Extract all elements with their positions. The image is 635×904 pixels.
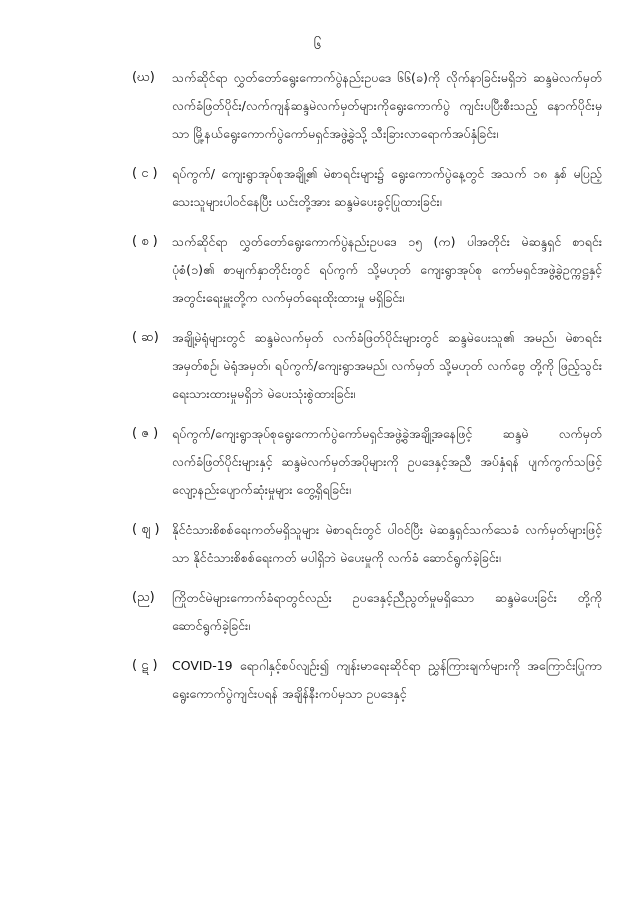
list-item-marker: ( ဋ ) xyxy=(132,658,158,673)
list-item xyxy=(132,324,602,408)
page-number: ၆ xyxy=(313,37,322,53)
list-item-marker: ( င ) xyxy=(132,166,158,181)
list-item xyxy=(132,584,602,640)
list-item-text: ကြိုတင်မဲများကောက်ခံရာတွင်လည်း ဥပဒေနှင့်ညီညွတ်မှုမရှိသော ဆန္ဒမဲပေးခြင်း တို့ကို ဆောင်ရွက်ခဲ့ခြင်း၊ xyxy=(172,590,602,633)
list-item-text: သက်ဆိုင်ရာ လွှတ်တော်ရွေးကောက်ပွဲနည်းဥပဒေ ၁၅ (က) ပါအတိုင်း မဲဆန္ဒရှင် စာရင်း ပုံစံ(၁)၏ စာမျက်နှာတိုင်းတွင် ရပ်ကွက် သို့မဟုတ် ကျေးရွာအုပ်စု ကော်မရှင်အဖွဲ့ခွဲဥက္ကဋ္ဌနှင့် အတွင်းရေးမှူးတို့က လက်မှတ်ရေးထိုးထားမှု မရှိခြင်း၊ xyxy=(172,234,602,305)
list-item-marker: ( ဇ ) xyxy=(132,426,159,441)
list-item-text: အချို့မဲရုံများတွင် ဆန္ဒမဲလက်မှတ် လက်ခံဖြတ်ပိုင်းများတွင် ဆန္ဒမဲပေးသူ၏ အမည်၊ မဲစာရင်း အမှတ်စဉ်၊ မဲရုံအမှတ်၊ ရပ်ကွက်/ကျေးရွာအမည်၊ လက်မှတ် သို့မဟုတ် လက်ဗွေ တို့ကို ဖြည့်သွင်းရေးသားထားမှုမရှိဘဲ မဲပေးသုံးစွဲထားခြင်း၊ xyxy=(172,330,602,401)
list-item xyxy=(132,420,602,504)
list-item-text: ရပ်ကွက်/ကျေးရွာအုပ်စုရွေးကောက်ပွဲကော်မရှင်အဖွဲ့ခွဲအချို့အနေဖြင့် ဆန္ဒမဲ လက်မှတ်လက်ခံဖြတ်ပိုင်းများနှင့် ဆန္ဒမဲလက်မှတ်အပိုများကို ဥပဒေနှင့်အညီ အပ်နှံရန် ပျက်ကွက်သဖြင့် လျော့နည်းပျောက်ဆုံးမှုများ တွေ့ရှိရခြင်း၊ xyxy=(172,426,602,497)
list-item xyxy=(132,516,602,572)
list-item-text: ရပ်ကွက်/ ကျေးရွာအုပ်စုအချို့၏ မဲစာရင်းများ၌ ရွေးကောက်ပွဲနေ့တွင် အသက် ၁၈ နှစ် မပြည့်သေးသူများပါဝင်နေပြီး ယင်းတို့အား ဆန္ဒမဲပေးခွင့်ပြုထားခြင်း၊ xyxy=(172,166,602,209)
list-item xyxy=(132,228,602,312)
list-item-marker: ( ဈ ) xyxy=(132,522,160,537)
list-item xyxy=(132,64,602,148)
list-item xyxy=(132,652,602,708)
list-item-text: နိုင်ငံသားစိစစ်ရေးကတ်မရှိသူများ မဲစာရင်းတွင် ပါဝင်ပြီး မဲဆန္ဒရှင်သက်သေခံ လက်မှတ်များဖြင့်သာ နိုင်ငံသားစိစစ်ရေးကတ် မပါရှိဘဲ မဲပေးမှုကို လက်ခံ ဆောင်ရွက်ခဲ့ခြင်း၊ xyxy=(172,522,602,565)
enumerated-list xyxy=(132,64,602,720)
list-item-marker: (ဃ) xyxy=(132,70,155,85)
list-item-marker: ( ဆ) xyxy=(132,330,159,345)
list-item-text: သက်ဆိုင်ရာ လွှတ်တော်ရွေးကောက်ပွဲနည်းဥပဒေ ၆၆(ခ)ကို လိုက်နာခြင်းမရှိဘဲ ဆန္ဒမဲလက်မှတ် လက်ခံဖြတ်ပိုင်း/လက်ကျန်ဆန္ဒမဲလက်မှတ်များကိုရွေးကောက်ပွဲ ကျင်းပပြီးစီးသည့် နောက်ပိုင်းမှသာ မြို့နယ်ရွေးကောက်ပွဲကော်မရှင်အဖွဲ့ခွဲသို့ သီးခြားလာရောက်အပ်နှံခြင်း၊ xyxy=(172,70,602,141)
list-item-marker: ( စ ) xyxy=(132,234,158,249)
list-item-marker: (ည) xyxy=(132,590,155,605)
list-item xyxy=(132,160,602,216)
list-item-text: COVID-19 ရောဂါနှင့်စပ်လျဉ်း၍ ကျန်းမာရေးဆိုင်ရာ ညွှန်ကြားချက်များကို အကြောင်းပြုကာ ရွေးကောက်ပွဲကျင်းပရန် အချိန်နီးကပ်မှသာ ဥပဒေနှင့် xyxy=(172,658,602,701)
